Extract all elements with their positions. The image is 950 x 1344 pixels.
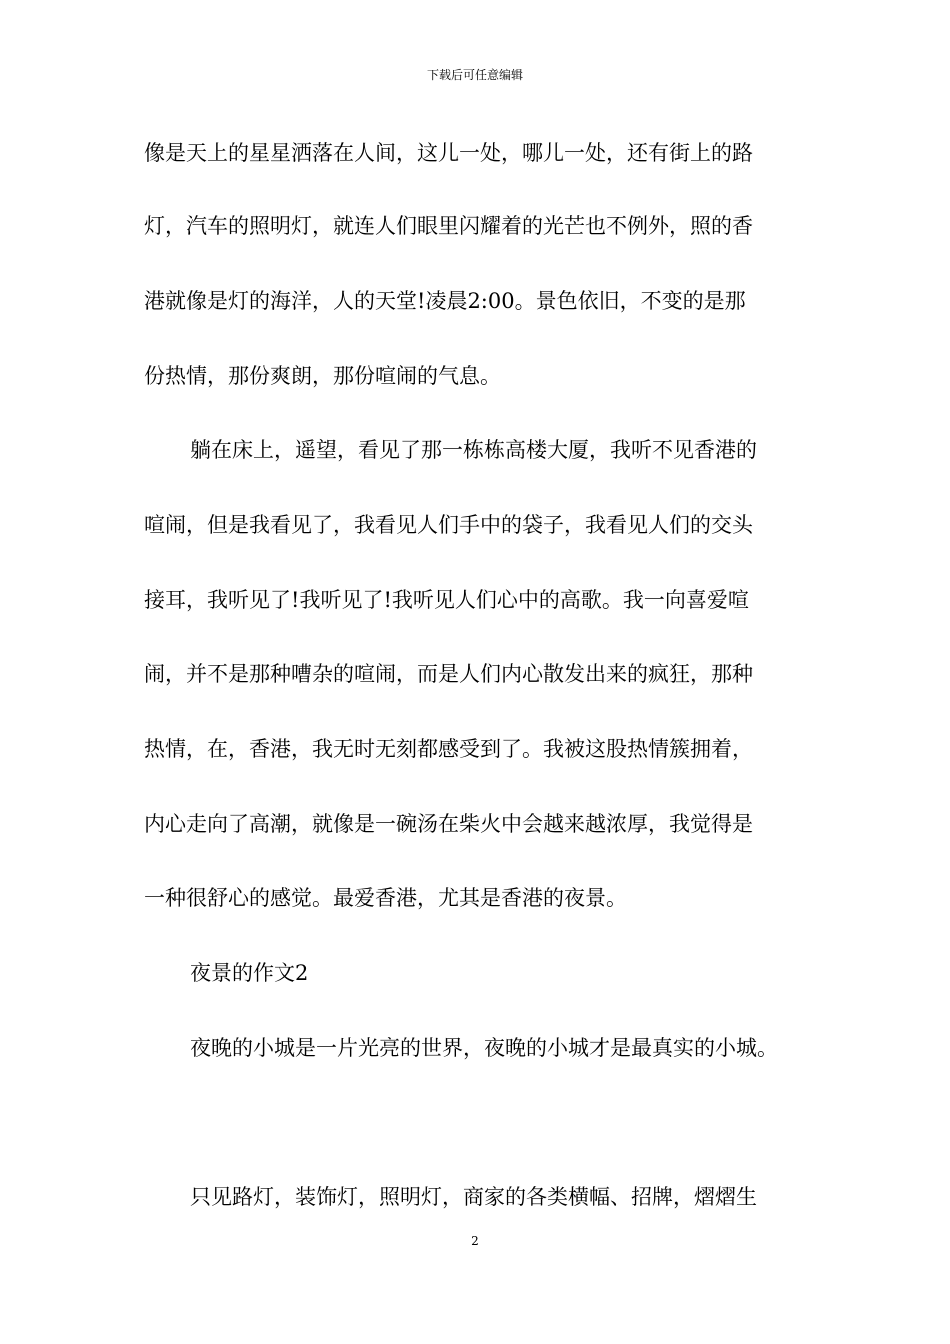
paragraph-start-line: 只见路灯，装饰灯，照明灯，商家的各类横幅、招牌，熠熠生 <box>190 1185 757 1209</box>
page-header: 下载后可任意编辑 <box>426 68 523 82</box>
page-number: 2 <box>471 1234 479 1248</box>
text-line: 接耳，我听见了!我听见了!我听见人们心中的高歌。我一向喜爱喧 <box>144 588 749 612</box>
text-line: 份热情，那份爽朗，那份喧闹的气息。 <box>144 364 501 388</box>
text-line: 喧闹，但是我看见了，我看见人们手中的袋子，我看见人们的交头 <box>144 513 753 537</box>
text-line: 内心走向了高潮，就像是一碗汤在柴火中会越来越浓厚，我觉得是 <box>144 812 753 836</box>
text-line: 港就像是灯的海洋，人的天堂!凌晨2:00。景色依旧，不变的是那 <box>144 289 746 313</box>
text-line: 像是天上的星星洒落在人间，这儿一处，哪儿一处，还有街上的路 <box>144 141 753 165</box>
paragraph-start-line: 夜晚的小城是一片光亮的世界，夜晚的小城才是最真实的小城。 <box>190 1036 778 1060</box>
text-line: 闹，并不是那种嘈杂的喧闹，而是人们内心散发出来的疯狂，那种 <box>144 662 753 686</box>
section-heading: 夜景的作文2 <box>190 961 309 985</box>
text-line: 热情，在，香港，我无时无刻都感受到了。我被这股热情簇拥着， <box>144 737 753 761</box>
text-line: 灯，汽车的照明灯，就连人们眼里闪耀着的光芒也不例外，照的香 <box>144 214 753 238</box>
paragraph-start-line: 躺在床上，遥望，看见了那一栋栋高楼大厦，我听不见香港的 <box>190 438 757 462</box>
text-line: 一种很舒心的感觉。最爱香港，尤其是香港的夜景。 <box>144 886 627 910</box>
